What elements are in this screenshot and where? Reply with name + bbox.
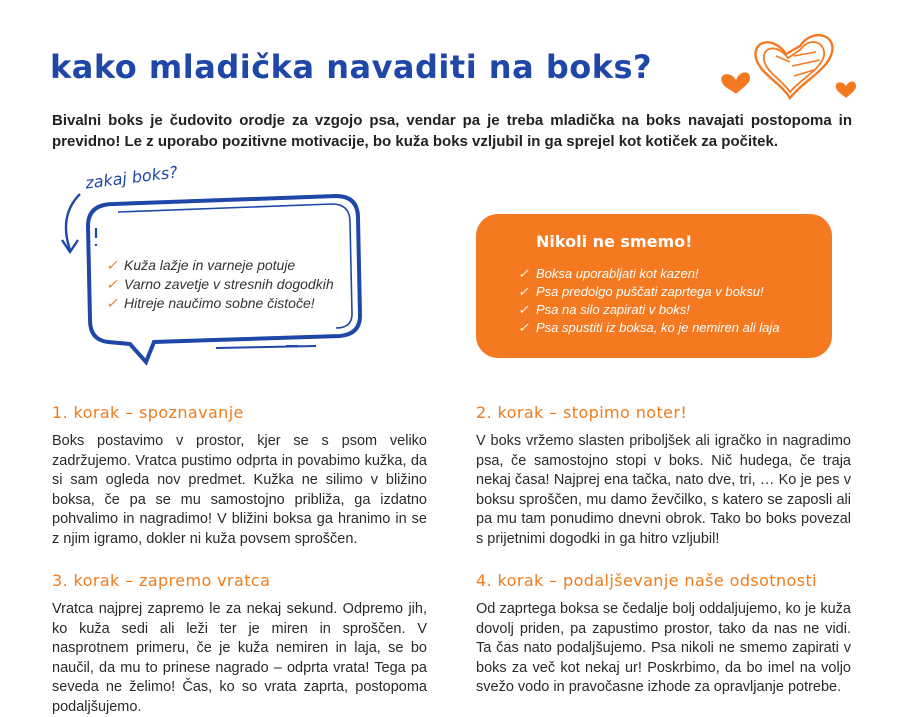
never-item <box>518 283 780 301</box>
step-title: 2. korak – stopimo noter! <box>476 403 688 422</box>
step-text: Vratca najprej zapremo le za nekaj sekund. Odpremo jih, ko kuža sedi ali leži ter je miren in sproščen. V nasprotnem primeru, če je kuža nemiren in laja, se bo naučil, da mu to prinese nagrado – odprta vrata! Tega pa seveda ne želimo! Čas, ko so vrata zaprta, postopoma podaljšujemo. <box>52 601 427 715</box>
step-4 <box>476 571 851 698</box>
step-title: 3. korak – zapremo vratca <box>52 571 271 590</box>
never-item <box>518 301 780 319</box>
why-heading: zakaj boks? <box>84 162 179 193</box>
why-item <box>106 256 334 275</box>
never-box <box>476 214 832 358</box>
why-item-text: Varno zavetje v stresnih dogodkih <box>124 276 334 292</box>
step-text: V boks vržemo slasten priboljšek ali igračko in nagradimo psa, če samostojno stopi v boks. Nič hudega, če traja nekaj časa! Najprej ena tačka, nato dve, tri, … Ko je pes v boksu sproščen, mu damo ževčilko, s katero se zaposli ali pa mu tam ponudimo dnevni obrok. Tako bo boks povezal s prijetnimi dogodki in ga hitro vzljubil! <box>476 433 851 547</box>
never-item <box>518 265 780 283</box>
why-list <box>106 256 334 313</box>
never-item-text: Psa spustiti iz boksa, ko je nemiren ali laja <box>536 320 780 335</box>
never-item-text: Boksa uporabljati kot kazen! <box>536 266 699 281</box>
why-item-text: Hitreje naučimo sobne čistoče! <box>124 295 315 311</box>
step-text: Od zaprtega boksa se čedalje bolj oddaljujemo, ko je kuža dovolj priden, pa zapustimo prostor, tako da nas ne vidi. Ta čas nato podaljšujemo. Psa nikoli ne smemo zapirati v boks za več kot nekaj ur! Poskrbimo, da bo imel na voljo svežo vodo in pravočasne izhode za opravljanje potrebe. <box>476 601 851 695</box>
step-text: Boks postavimo v prostor, kjer se s psom veliko zadržujemo. Vratca pustimo odprta in povabimo kužka, da si sam ogleda nov predmet. Kužka ne silimo v bližino boksa, če pa se mu samostojno približa, ga izdatno pohvalimo in nagradimo! V bližini boksa ga hranimo in se z njim igramo, dokler ni kuža povsem sproščen. <box>52 433 427 547</box>
hearts-icon <box>716 22 866 112</box>
step-3 <box>52 571 427 717</box>
intro-text: Bivalni boks je čudovito orodje za vzgojo psa, vendar pa je treba mladička na boks navajati postopoma in previdno! Le z uporabo pozitivne motivacije, bo kuža boks vzljubil in ga sprejel kot kotiček za počitek. <box>52 112 852 150</box>
step-title: 4. korak – podaljševanje naše odsotnosti <box>476 571 817 590</box>
check-icon: ✓ <box>518 302 529 317</box>
why-item <box>106 294 334 313</box>
check-icon: ✓ <box>518 266 529 281</box>
step-title: 1. korak – spoznavanje <box>52 403 244 422</box>
step-2 <box>476 403 851 549</box>
check-icon: ✓ <box>106 257 118 273</box>
check-icon: ✓ <box>518 320 529 335</box>
check-icon: ✓ <box>106 276 118 292</box>
never-list <box>518 265 780 337</box>
check-icon: ✓ <box>518 284 529 299</box>
why-item <box>106 275 334 294</box>
never-item-text: Psa predolgo puščati zaprtega v boksu! <box>536 284 764 299</box>
page-title: kako mladička navaditi na boks? <box>50 48 653 86</box>
why-item-text: Kuža lažje in varneje potuje <box>124 257 296 273</box>
check-icon: ✓ <box>106 295 118 311</box>
never-item <box>518 319 780 337</box>
never-item-text: Psa na silo zapirati v boks! <box>536 302 690 317</box>
never-heading: Nikoli ne smemo! <box>536 232 693 251</box>
step-1 <box>52 403 427 549</box>
